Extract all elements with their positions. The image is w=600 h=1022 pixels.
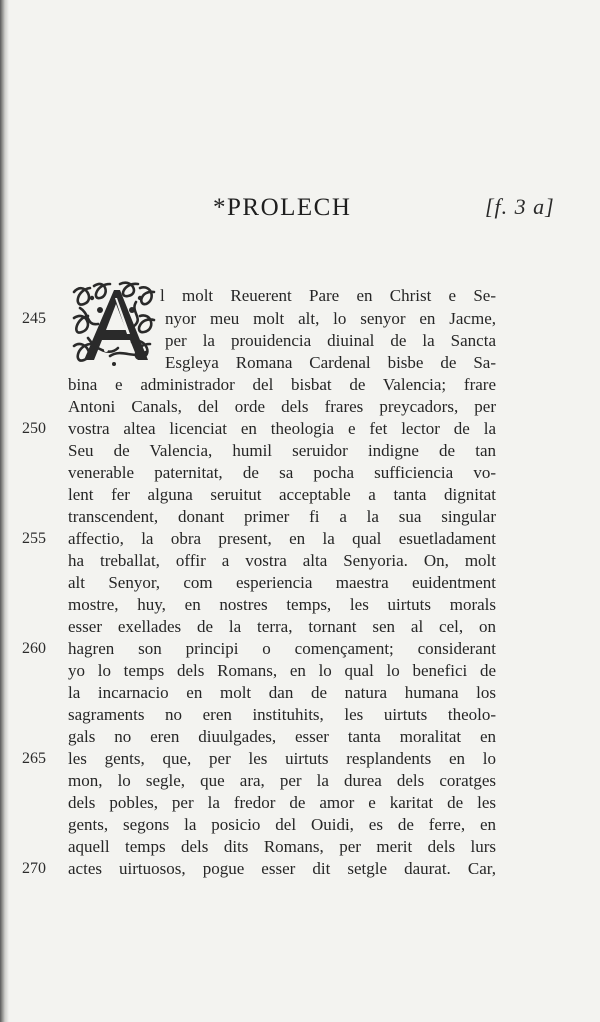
- line-number: 250: [22, 420, 46, 437]
- text-line: l molt Reuerent Pare en Christ e Se-: [160, 286, 496, 305]
- text-line: mon, lo segle, que ara, per la durea dels coratges: [68, 771, 496, 790]
- text-line: transcendent, donant primer fi a la sua singular: [68, 507, 496, 526]
- text-line: la incarnacio en molt dan de natura humana los: [68, 683, 496, 702]
- text-line: lent fer alguna seruitut acceptable a tanta dignitat: [68, 485, 496, 504]
- line-number: 270: [22, 860, 46, 877]
- text-line: Seu de Valencia, humil seruidor indigne de tan: [68, 441, 496, 460]
- line-number: 265: [22, 750, 46, 767]
- line-number: 260: [22, 640, 46, 657]
- text-line: actes uirtuosos, pogue esser dit setgle daurat. Car,: [68, 859, 496, 878]
- text-line: Antoni Canals, del orde dels frares preycadors, per: [68, 397, 496, 416]
- text-line: gents, segons la posicio del Ouidi, es de ferre, en: [68, 815, 496, 834]
- text-line: affectio, la obra present, en la qual esuetladament: [68, 529, 496, 548]
- folio-reference: [f. 3 a]: [485, 194, 555, 219]
- text-line: mostre, huy, en nostres temps, les uirtuts morals: [68, 595, 496, 614]
- text-line: hagren son principi o començament; considerant: [68, 639, 496, 658]
- text-line: bina e administrador del bisbat de Valencia; frare: [68, 375, 496, 394]
- text-line: les gents, que, per les uirtuts resplandents en lo: [68, 749, 496, 768]
- text-line: Esgleya Romana Cardenal bisbe de Sa-: [165, 353, 496, 372]
- text-line: ha treballat, offir a vostra alta Senyoria. On, molt: [68, 551, 496, 570]
- text-line: venerable paternitat, de sa pocha sufficiencia vo-: [68, 463, 496, 482]
- text-line: yo lo temps dels Romans, en lo qual lo benefici de: [68, 661, 496, 680]
- page-binding-edge: [0, 0, 9, 1022]
- text-line: alt Senyor, com esperiencia maestra euidentment: [68, 573, 496, 592]
- decorated-initial: [70, 278, 158, 366]
- text-line: dels pobles, per la fredor de amor e karitat de les: [68, 793, 496, 812]
- text-line: gals no eren diuulgades, esser tanta moralitat en: [68, 727, 496, 746]
- text-line: vostra altea licenciat en theologia e fet lector de la: [68, 419, 496, 438]
- line-number: 245: [22, 310, 46, 327]
- line-number: 255: [22, 530, 46, 547]
- text-line: per la prouidencia diuinal de la Sancta: [165, 331, 496, 350]
- page-title: *PROLECH: [213, 194, 352, 221]
- text-line: sagraments no eren instituhits, les uirtuts theolo-: [68, 705, 496, 724]
- text-line: esser exellades de la terra, tornant sen al cel, on: [68, 617, 496, 636]
- text-line: aquell temps dels dits Romans, per merit dels lurs: [68, 837, 496, 856]
- text-line: nyor meu molt alt, lo senyor en Jacme,: [165, 309, 496, 328]
